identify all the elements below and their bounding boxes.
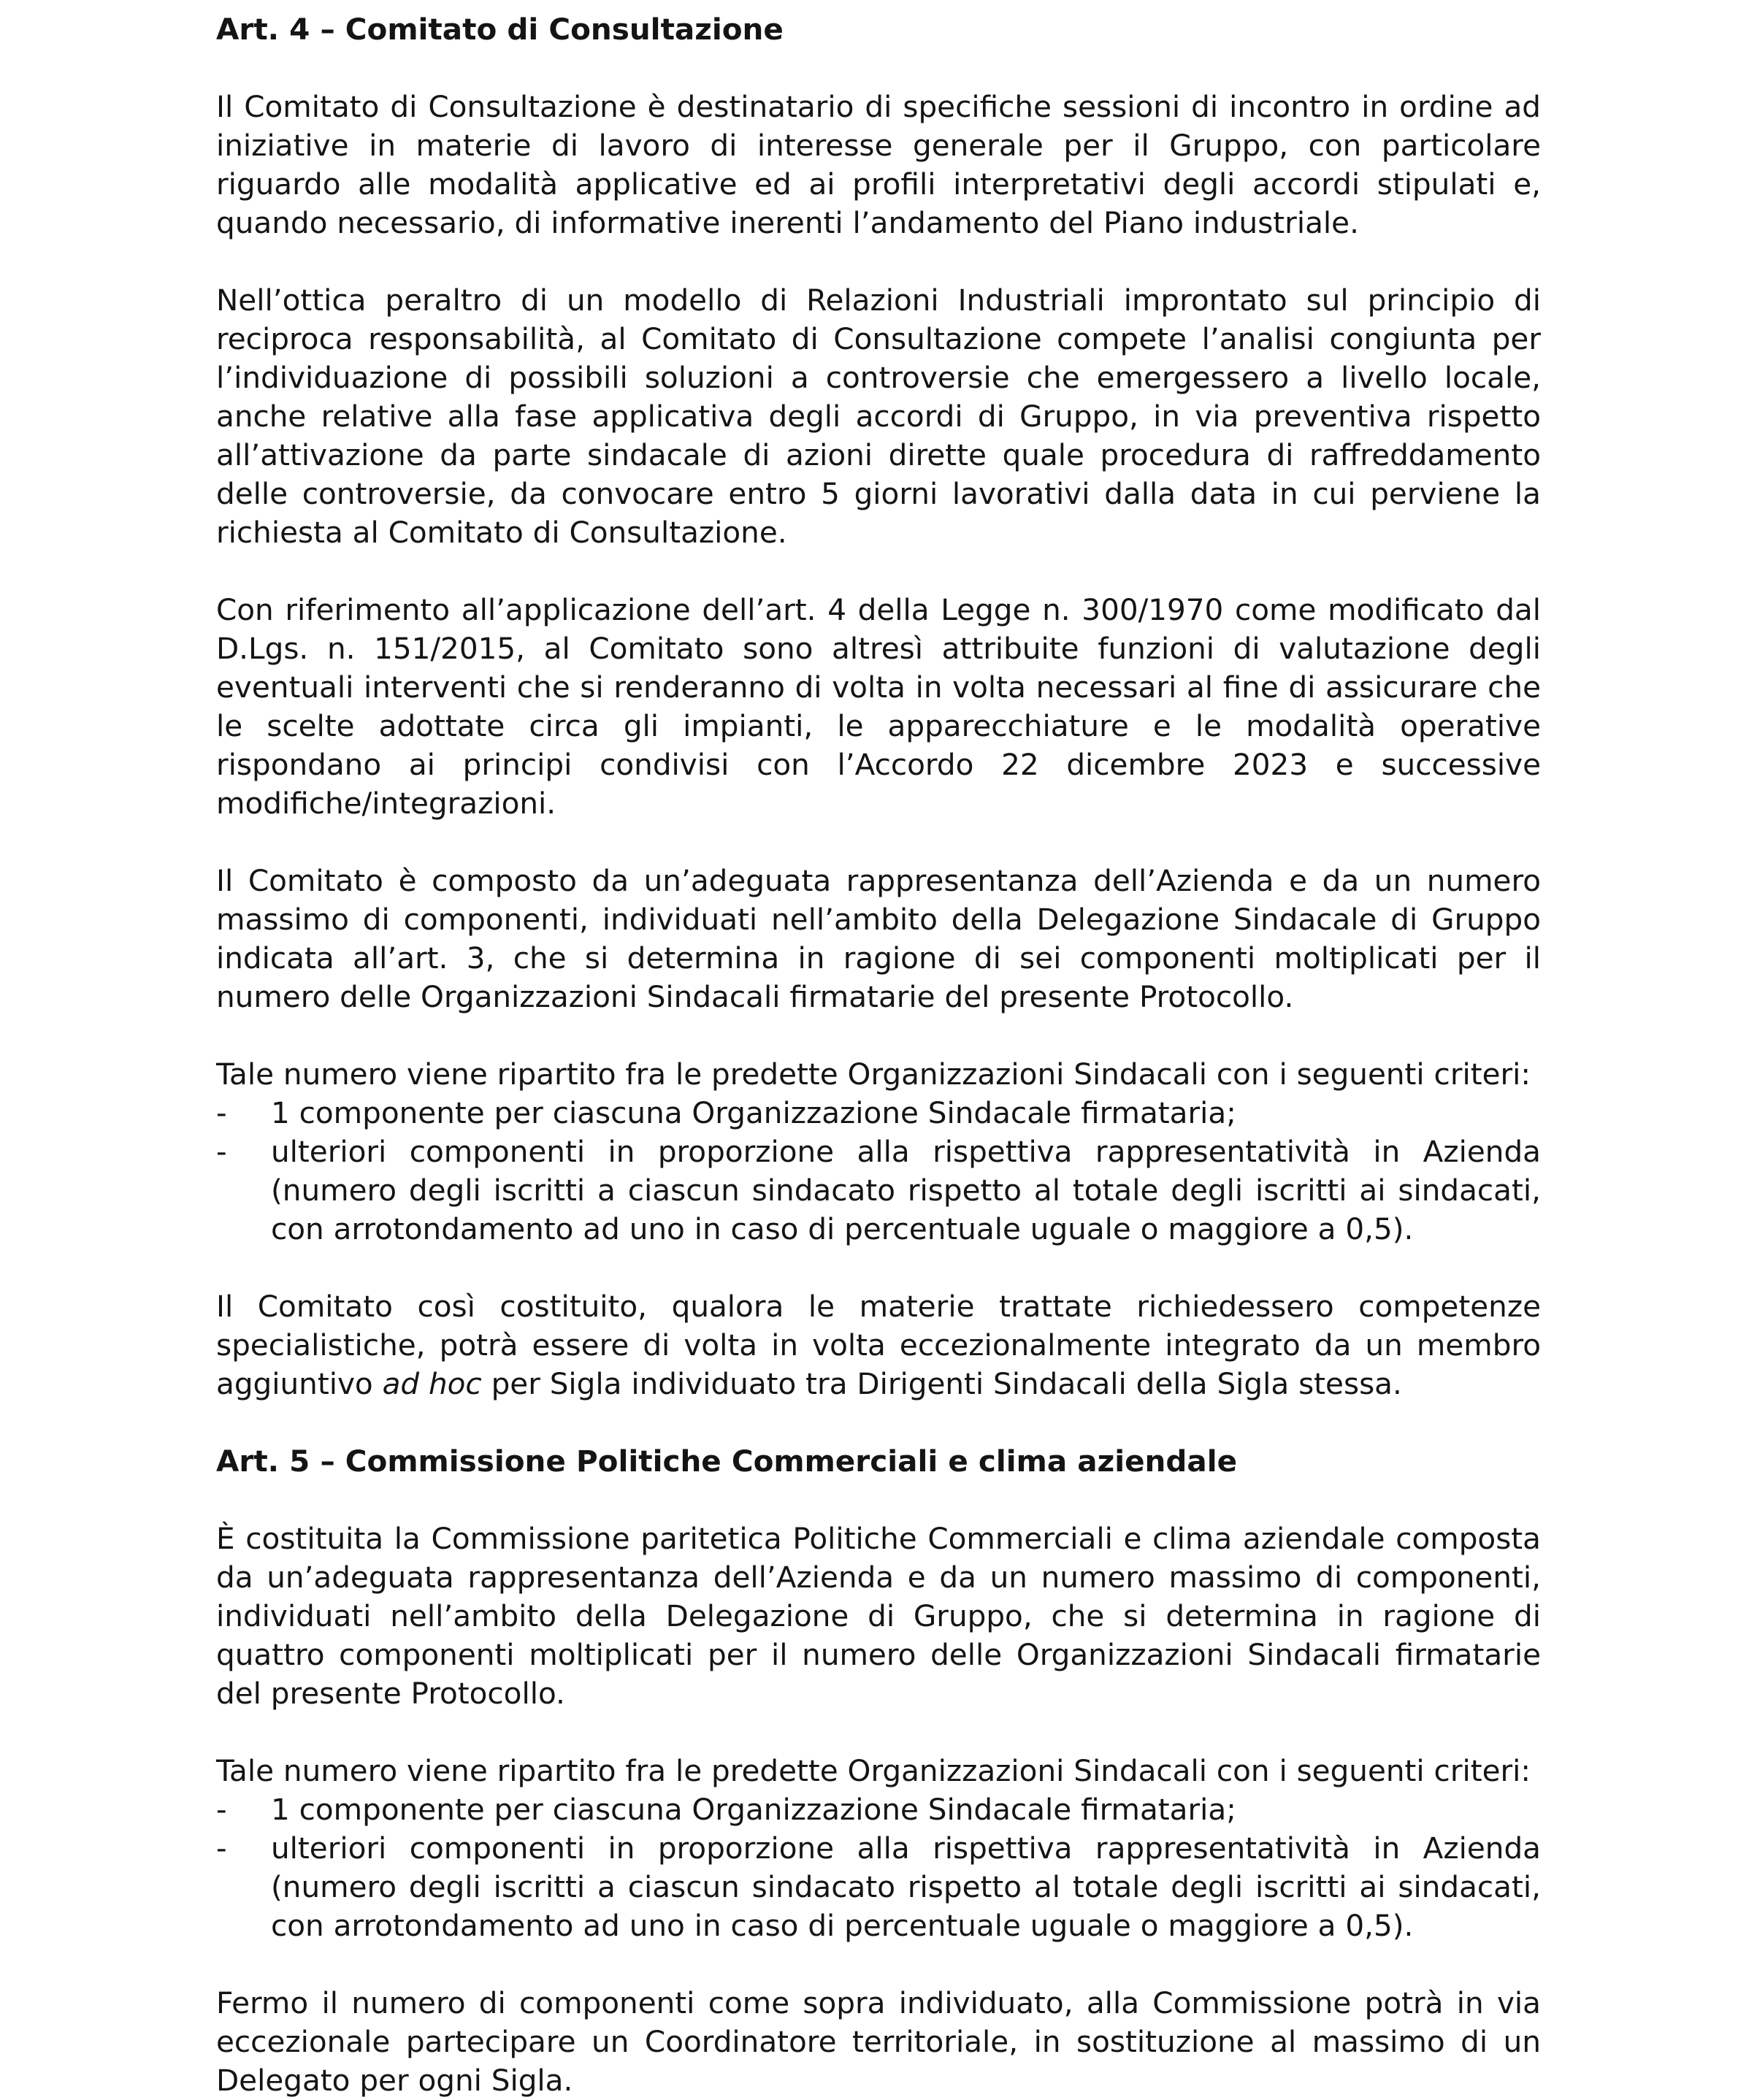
list-item: - 1 componente per ciascuna Organizzazione Sindacale firmataria; [216, 1094, 1541, 1133]
article-5-paragraph-3: Fermo il numero di componenti come sopra individuato, alla Commissione potrà in via eccezionale partecipare un Coordinatore territoriale, in sostituzione al massimo di un Delegato per ogni Sigla. [216, 1985, 1541, 2098]
article-4-criteria-intro: Tale numero viene ripartito fra le predette Organizzazioni Sindacali con i seguenti criteri: [216, 1057, 1531, 1092]
article-5-paragraph-1: È costituita la Commissione paritetica Politiche Commerciali e clima aziendale composta da un’adeguata rappresentanza dell’Azienda e da un numero massimo di componenti, individuati nell’ambito della Delegazione di Gruppo, che si determina in ragione di quattro componenti moltiplicati per il numero delle Organizzazioni Sindacali firmatarie del presente Protocollo. [216, 1521, 1541, 1711]
article-5-criteria-list [216, 1790, 1541, 1945]
document-page [216, 10, 1541, 2100]
article-4-paragraph-4: Il Comitato è composto da un’adeguata rappresentanza dell’Azienda e da un numero massimo di componenti, individuati nell’ambito della Delegazione Sindacale di Gruppo indicata all’art. 3, che si determina in ragione di sei componenti moltiplicati per il numero delle Organizzazioni Sindacali firmatarie del presente Protocollo. [216, 863, 1541, 1014]
article-4-criteria-list [216, 1094, 1541, 1249]
list-item: - ulteriori componenti in proporzione alla rispettiva rappresentatività in Azienda (numero degli iscritti a ciascun sindacato rispetto al totale degli iscritti ai sindacati, con arrotondamento ad uno in caso di percentuale uguale o maggiore a 0,5). [216, 1133, 1541, 1249]
list-item: - ulteriori componenti in proporzione alla rispettiva rappresentatività in Azienda (numero degli iscritti a ciascun sindacato rispetto al totale degli iscritti ai sindacati, con arrotondamento ad uno in caso di percentuale uguale o maggiore a 0,5). [216, 1829, 1541, 1945]
article-5-heading: Art. 5 – Commissione Politiche Commerciali e clima aziendale [216, 1444, 1238, 1479]
article-4 [216, 10, 1541, 1403]
article-4-paragraph-6 [216, 1287, 1541, 1403]
article-4-paragraph-2: Nell’ottica peraltro di un modello di Relazioni Industriali improntato sul principio di reciproca responsabilità, al Comitato di Consultazione compete l’analisi congiunta per l’individuazione di possibili soluzioni a controversie che emergessero a livello locale, anche relative alla fase applicativa degli accordi di Gruppo, in via preventiva rispetto all’attivazione da parte sindacale di azioni dirette quale procedura di raffreddamento delle controversie, da convocare entro 5 giorni lavorativi dalla data in cui perviene la richiesta al Comitato di Consultazione. [216, 283, 1541, 550]
list-item: - 1 componente per ciascuna Organizzazione Sindacale firmataria; [216, 1790, 1541, 1829]
article-5 [216, 1442, 1541, 2100]
article-4-paragraph-6-italic: ad hoc [382, 1366, 482, 1401]
article-4-paragraph-3: Con riferimento all’applicazione dell’art. 4 della Legge n. 300/1970 come modificato dal D.Lgs. n. 151/2015, al Comitato sono altresì attribuite funzioni di valutazione degli eventuali interventi che si renderanno di volta in volta necessari al fine di assicurare che le scelte adottate circa gli impianti, le apparecchiature e le modalità operative rispondano ai principi condivisi con l’Accordo 22 dicembre 2023 e successive modifiche/integrazioni. [216, 592, 1541, 821]
article-4-paragraph-6-start: Il Comitato così costituito, qualora le materie trattate richiedessero competenze specialistiche, potrà essere di volta in volta eccezionalmente integrato da un membro aggiuntivo [216, 1289, 1541, 1401]
article-4-heading: Art. 4 – Comitato di Consultazione [216, 12, 784, 47]
article-4-paragraph-6-end: per Sigla individuato tra Dirigenti Sindacali della Sigla stessa. [481, 1366, 1402, 1401]
article-5-criteria-intro: Tale numero viene ripartito fra le predette Organizzazioni Sindacali con i seguenti criteri: [216, 1753, 1531, 1788]
article-4-paragraph-1: Il Comitato di Consultazione è destinatario di specifiche sessioni di incontro in ordine ad iniziative in materie di lavoro di interesse generale per il Gruppo, con particolare riguardo alle modalità applicative ed ai profili interpretativi degli accordi stipulati e, quando necessario, di informative inerenti l’andamento del Piano industriale. [216, 89, 1541, 240]
